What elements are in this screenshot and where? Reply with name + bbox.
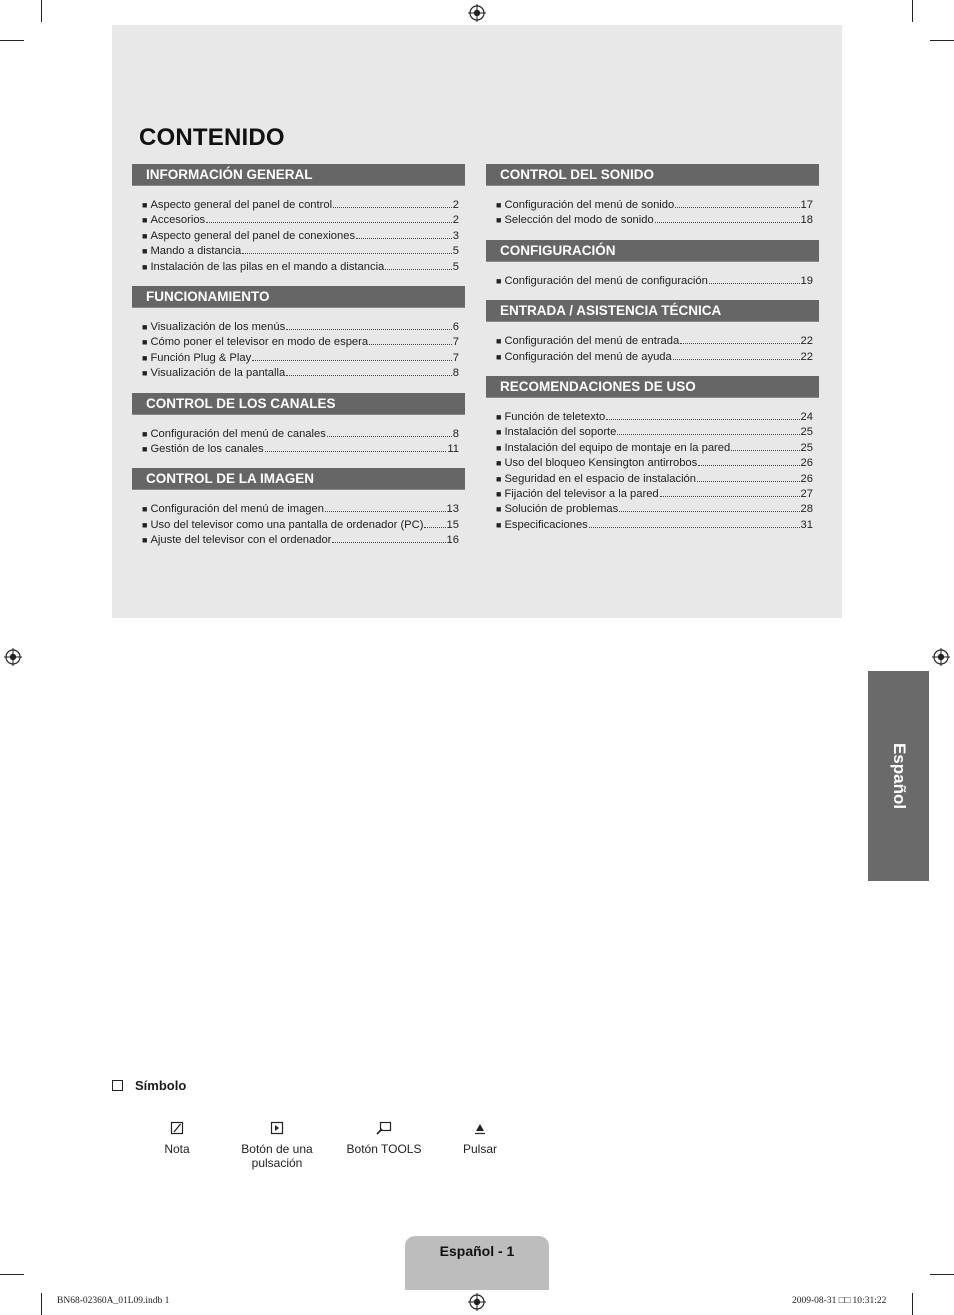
dot-leader [617,424,799,435]
dot-leader [589,517,800,528]
toc-entry-label: Configuración del menú de entrada [504,335,680,348]
toc-section [132,164,465,274]
square-bullet-icon: ■ [142,246,148,257]
dot-leader [265,441,447,452]
toc-entry[interactable] [142,365,459,380]
toc-section [486,376,819,532]
toc-entry[interactable] [496,212,813,227]
toc-entry-page: 2 [452,214,459,227]
toc-entry-label: Función de teletexto [504,411,606,424]
toc-entry-label: Configuración del menú de imagen [150,503,324,516]
square-bullet-icon: ■ [496,473,502,484]
toc-entry-page: 25 [800,441,813,454]
toc-entry-label: Configuración del menú de configuración [504,274,708,287]
toc-section-heading: ENTRADA / ASISTENCIA TÉCNICA [486,300,819,322]
toc-entry-page: 22 [800,350,813,363]
crop-mark [912,1293,913,1315]
toc-entry-label: Instalación del soporte [504,426,617,439]
dot-leader [675,197,799,208]
toc-entry-list [486,398,819,532]
toc-entry-label: Fijación del televisor a la pared [504,488,659,501]
toc-entry-label: Especificaciones [504,518,588,531]
toc-entry-list [486,322,819,364]
toc-entry[interactable] [142,259,459,274]
toc-entry-label: Uso del televisor como una pantalla de ordenador (PC) [150,518,424,531]
crop-mark [0,1274,24,1275]
crop-mark [41,1293,42,1315]
toc-entry-page: 7 [452,336,459,349]
toc-section [486,300,819,364]
toc-section [486,240,819,288]
toc-entry-page: 17 [800,199,813,211]
toc-entry[interactable] [142,212,459,227]
dot-leader [369,334,452,345]
toc-entry-page: 31 [800,518,813,531]
toc-entry-page: 24 [800,411,813,424]
page-number-tab [405,1236,549,1290]
toc-section [132,286,465,381]
symbol-label: Nota [164,1142,190,1156]
toc-entry[interactable] [142,228,459,243]
toc-entry-page: 6 [452,321,459,334]
square-bullet-icon: ■ [142,230,148,241]
tools-icon [376,1120,392,1136]
toc-entry-page: 25 [800,426,813,439]
toc-entry-page: 26 [800,472,813,485]
registration-mark-icon [468,4,486,22]
registration-mark-icon [4,648,22,666]
square-bullet-icon: ■ [496,336,502,347]
symbol-label: Botón TOOLS [346,1142,422,1156]
dot-leader [697,471,800,482]
square-bullet-icon: ■ [496,351,502,362]
dot-leader [252,350,452,361]
checkbox-square-icon [112,1080,123,1091]
toc-entry[interactable] [496,501,813,516]
toc-entry[interactable] [496,333,813,348]
toc-section-heading: CONFIGURACIÓN [486,240,819,262]
dot-leader [731,440,799,451]
toc-entry-label: Mando a distancia [150,245,242,258]
square-bullet-icon: ■ [142,504,148,515]
toc-entry-list [132,490,465,547]
toc-entry-list [132,186,465,274]
square-bullet-icon: ■ [496,427,502,438]
language-tab-label: Español [889,742,909,810]
toc-entry[interactable] [496,409,813,424]
toc-entry-label: Configuración del menú de canales [150,427,326,440]
square-bullet-icon: ■ [496,275,502,286]
square-bullet-icon: ■ [142,535,148,546]
dot-leader [206,212,452,223]
toc-entry-page: 5 [452,245,459,258]
toc-entry[interactable] [142,350,459,365]
toc-entry[interactable] [496,349,813,364]
language-tab [868,671,929,881]
dot-leader [660,486,800,497]
toc-entry-label: Configuración del menú de sonido [504,199,675,211]
symbol-note [146,1120,208,1156]
square-bullet-icon: ■ [142,368,148,379]
symbol-tools [340,1120,428,1156]
toc-entry[interactable] [496,471,813,486]
toc-column-right [486,164,819,544]
square-bullet-icon: ■ [496,519,502,530]
crop-mark [930,40,954,41]
one-touch-icon [270,1120,284,1136]
toc-entry-list [132,308,465,381]
toc-entry-page: 28 [800,503,813,516]
toc-entry[interactable] [496,455,813,470]
toc-entry[interactable] [142,441,459,456]
square-bullet-icon: ■ [142,352,148,363]
toc-column-left [132,164,465,560]
dot-leader [709,273,800,284]
symbol-label: Botón de una pulsación [241,1142,313,1170]
dot-leader [698,455,799,466]
toc-entry-label: Configuración del menú de ayuda [504,350,672,363]
square-bullet-icon: ■ [496,504,502,515]
toc-entry-page: 16 [446,534,459,547]
dot-leader [325,501,446,512]
toc-entry-page: 5 [452,260,459,273]
square-bullet-icon: ■ [496,200,502,210]
toc-entry[interactable] [142,501,459,516]
toc-entry[interactable] [142,243,459,258]
toc-entry-page: 8 [452,427,459,440]
toc-entry-label: Seguridad en el espacio de instalación [504,472,697,485]
crop-mark [41,0,42,22]
toc-entry-label: Uso del bloqueo Kensington antirrobos [504,457,698,470]
toc-section [486,164,819,228]
toc-entry-page: 15 [446,518,459,531]
toc-entry-page: 3 [452,229,459,242]
toc-entry[interactable] [496,486,813,501]
registration-mark-icon [468,1293,486,1311]
toc-entry-label: Instalación del equipo de montaje en la pared [504,441,731,454]
square-bullet-icon: ■ [142,200,148,210]
dot-leader [680,333,799,344]
crop-mark [912,0,913,22]
toc-entry-label: Solución de problemas [504,503,619,516]
toc-entry[interactable] [496,197,813,212]
toc-entry[interactable] [142,426,459,441]
square-bullet-icon: ■ [496,215,502,226]
toc-section-heading: RECOMENDACIONES DE USO [486,376,819,398]
toc-entry-label: Cómo poner el televisor en modo de espera [150,336,369,349]
toc-entry-label: Gestión de los canales [150,443,264,456]
toc-entry[interactable] [496,424,813,439]
dot-leader [242,243,452,254]
toc-entry[interactable] [142,517,459,532]
square-bullet-icon: ■ [142,428,148,439]
toc-entry-page: 26 [800,457,813,470]
dot-leader [356,228,452,239]
dot-leader [385,259,451,270]
dot-leader [333,197,452,208]
symbol-one-touch [232,1120,322,1170]
toc-entry-page: 22 [800,335,813,348]
square-bullet-icon: ■ [142,215,148,226]
toc-section [132,393,465,457]
symbol-press [450,1120,510,1156]
symbol-label: Pulsar [462,1142,497,1156]
toc-entry[interactable] [142,197,459,212]
toc-entry[interactable] [496,440,813,455]
toc-entry-page: 19 [800,274,813,287]
toc-section-heading: INFORMACIÓN GENERAL [132,164,465,186]
toc-entry-label: Ajuste del televisor con el ordenador [150,534,332,547]
page-number-label: Español - 1 [439,1243,515,1259]
page-title: CONTENIDO [139,124,285,151]
toc-entry-page: 18 [800,214,813,227]
toc-section-heading: FUNCIONAMIENTO [132,286,465,308]
toc-entry-label: Aspecto general del panel de control [150,199,333,211]
dot-leader [332,532,445,543]
toc-section [132,468,465,547]
note-icon [170,1120,184,1136]
toc-entry[interactable] [142,319,459,334]
toc-entry-page: 8 [452,367,459,380]
square-bullet-icon: ■ [496,458,502,469]
toc-entry-label: Función Plug & Play [150,351,252,364]
dot-leader [619,501,799,512]
toc-entry-label: Instalación de las pilas en el mando a distancia [150,260,385,273]
dot-leader [424,517,445,528]
toc-entry-page: 13 [446,503,459,516]
square-bullet-icon: ■ [142,444,148,455]
dot-leader [655,212,800,223]
toc-entry-list [486,262,819,288]
toc-entry-label: Visualización de los menús [150,321,286,334]
toc-entry[interactable] [142,532,459,547]
toc-section-heading: CONTROL DE LOS CANALES [132,393,465,415]
toc-section-heading: CONTROL DE LA IMAGEN [132,468,465,490]
square-bullet-icon: ■ [496,489,502,500]
dot-leader [286,319,452,330]
dot-leader [286,365,452,376]
square-bullet-icon: ■ [496,442,502,453]
toc-entry[interactable] [496,273,813,288]
dot-leader [327,426,452,437]
symbols-heading-label: Símbolo [135,1078,187,1093]
square-bullet-icon: ■ [496,412,502,423]
registration-mark-icon [932,648,950,666]
toc-entry-page: 7 [452,351,459,364]
toc-section-heading: CONTROL DEL SONIDO [486,164,819,186]
square-bullet-icon: ■ [142,519,148,530]
dot-leader [673,349,800,360]
crop-mark [0,40,24,41]
square-bullet-icon: ■ [142,322,148,333]
press-icon [474,1120,486,1136]
toc-entry-label: Visualización de la pantalla [150,367,286,380]
print-slug-filename: BN68-02360A_01L09.indb 1 [57,1296,170,1306]
print-slug-timestamp: 2009-08-31 □□ 10:31:22 [792,1296,887,1306]
toc-entry-page: 27 [800,488,813,501]
symbols-heading [112,1078,186,1093]
toc-entry-label: Selección del modo de sonido [504,214,654,227]
toc-entry-list [132,415,465,457]
toc-entry-label: Accesorios [150,214,206,227]
dot-leader [606,409,799,420]
toc-entry-page: 11 [447,443,459,456]
toc-entry-page: 2 [452,199,459,211]
toc-entry[interactable] [142,334,459,349]
crop-mark [930,1274,954,1275]
square-bullet-icon: ■ [142,337,148,348]
toc-entry-label: Aspecto general del panel de conexiones [150,229,356,242]
toc-entry[interactable] [496,517,813,532]
toc-entry-list [486,186,819,228]
square-bullet-icon: ■ [142,261,148,272]
